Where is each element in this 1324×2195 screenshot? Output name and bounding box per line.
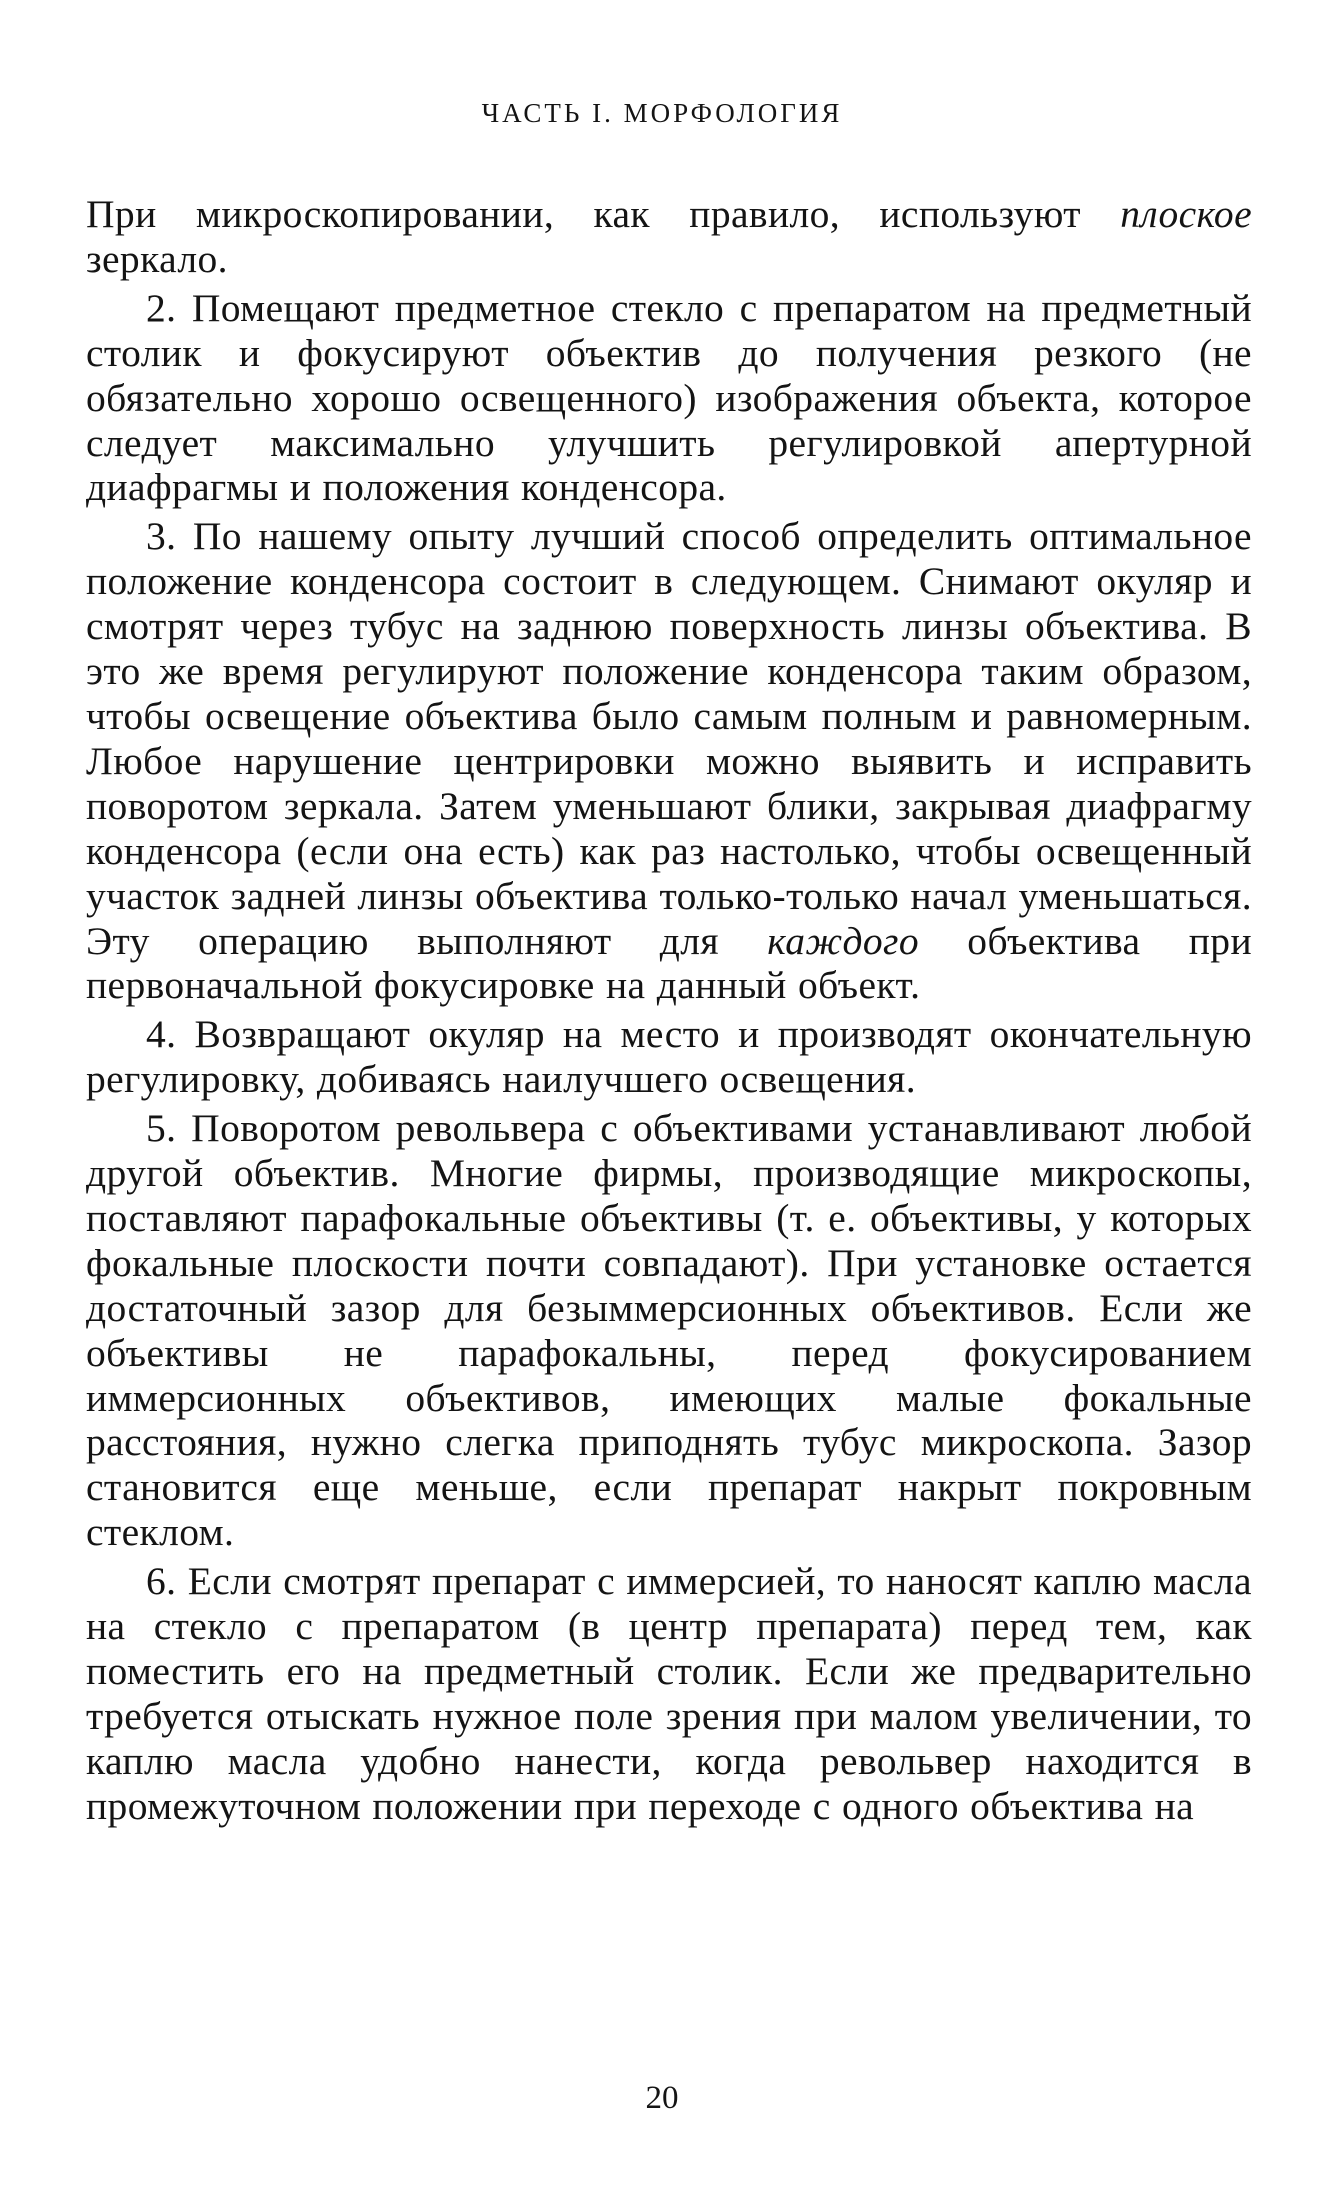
paragraph-step-2: 2. Помещают предметное стекло с препаратом на предметный столик и фокусируют объектив до получения резкого (не обязательно хорошо освещенного) изображения объекта, которое следует максимально улучшить регулировкой апертурной диафрагмы и положения конденсора. <box>86 285 1252 510</box>
paragraph-text: 3. По нашему опыту лучший способ определить оптимальное положение конденсора состоит в следующем. Снимают окуляр и смотрят через тубус на заднюю поверхность линзы объектива. В это же время регулируют положение конденсора таким образом, чтобы освещение объектива было самым полным и равномерным. Любое нарушение центрировки можно выявить и исправить поворотом зеркала. Затем уменьшают блики, закрывая диафрагму конденсора (если она есть) как раз настолько, чтобы освещенный участок задней линзы объектива только-только начал уменьшаться. Эту операцию выполняют для <box>86 514 1252 963</box>
page-text <box>86 192 1252 1833</box>
paragraph-text: При микроскопировании, как правило, используют <box>86 192 1121 236</box>
emphasis-text: плоское <box>1120 192 1252 236</box>
paragraph-text: объектива при первоначальной фокусировке на данный объект. <box>86 918 1252 1008</box>
page-number: 20 <box>645 2080 679 2116</box>
paragraph-step-5: 5. Поворотом револьвера с объективами устанавливают любой другой объектив. Многие фирмы, производящие микроскопы, поставляют парафокальные объективы (т. е. объективы, у которых фокальные плоскости почти совпадают). При установке остается достаточный зазор для безыммерсионных объективов. Если же объективы не парафокальны, перед фокусированием иммерсионных объективов, имеющих малые фокальные расстояния, нужно слегка приподнять тубус микроскопа. Зазор становится еще меньше, если препарат накрыт покровным стеклом. <box>86 1106 1252 1555</box>
paragraph-continuation <box>86 192 1252 282</box>
running-head: ЧАСТЬ I. МОРФОЛОГИЯ <box>481 98 843 128</box>
paragraph-step-3 <box>86 514 1252 1008</box>
paragraph-text: зеркало. <box>86 236 228 281</box>
paragraph-step-4: 4. Возвращают окуляр на место и производят окончательную регулировку, добиваясь наилучшего освещения. <box>86 1012 1252 1102</box>
paragraph-step-6: 6. Если смотрят препарат с иммерсией, то наносят каплю масла на стекло с препаратом (в центр препарата) перед тем, как поместить его на предметный столик. Если же предварительно требуется отыскать нужное поле зрения при малом увеличении, то каплю масла удобно нанести, когда револьвер находится в промежуточном положении при переходе с одного объектива на <box>86 1559 1252 1828</box>
emphasis-text: каждого <box>767 918 919 963</box>
